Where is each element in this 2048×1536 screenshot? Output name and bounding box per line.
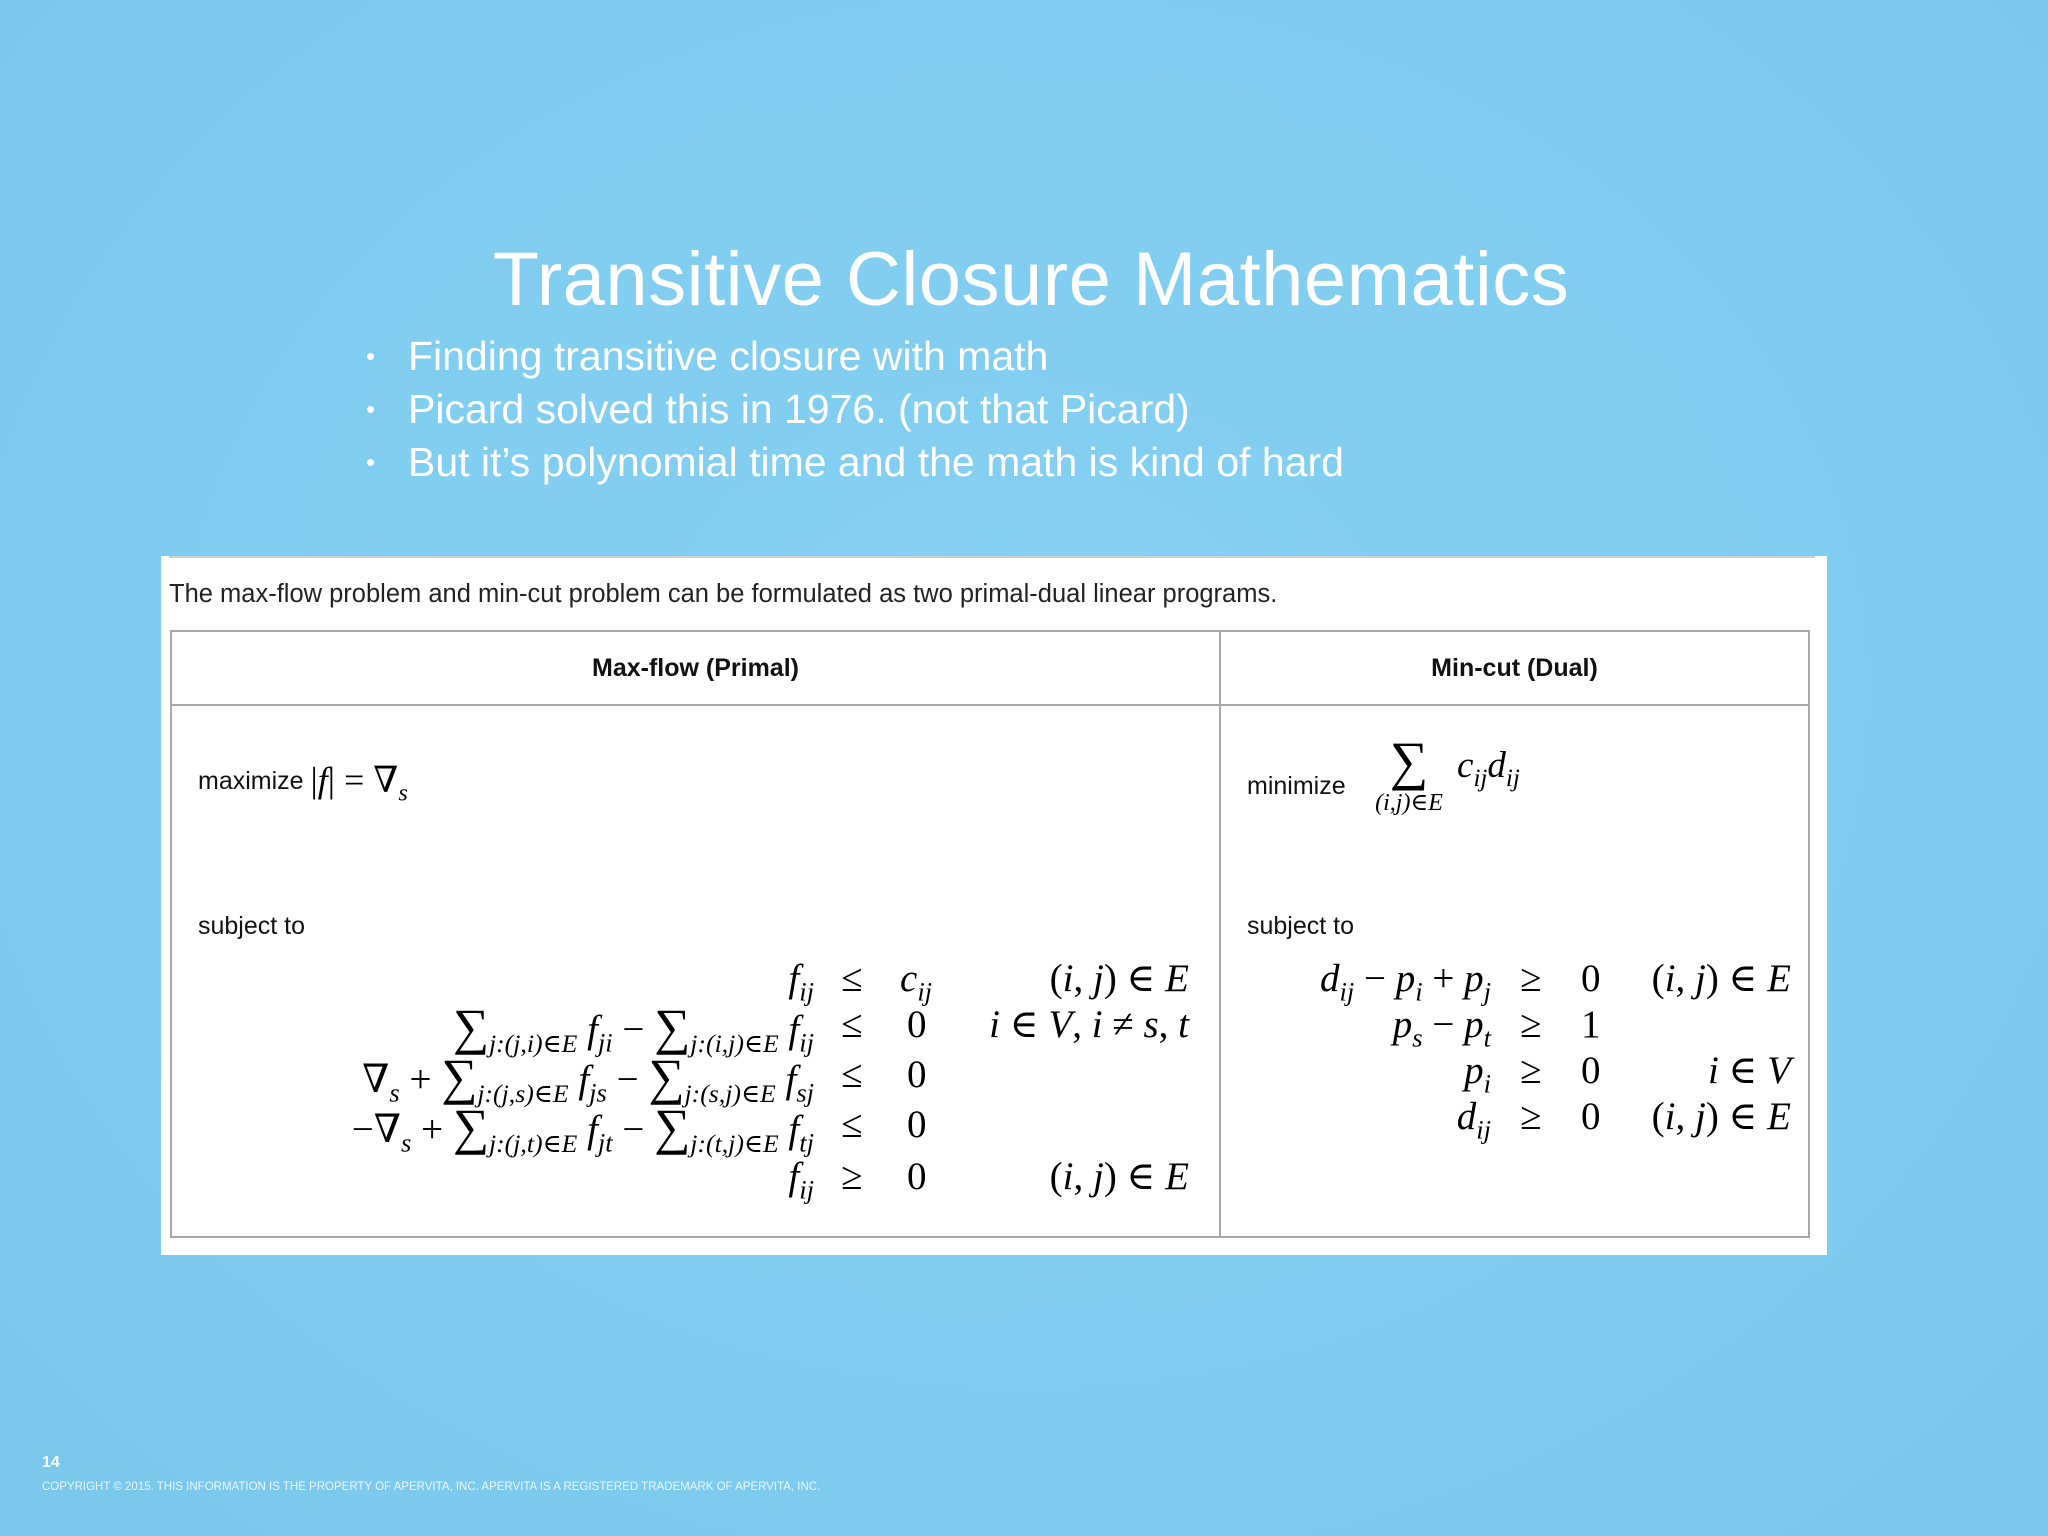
dual-objective-term: $c_{ij}d_{ij}$ (1457, 745, 1520, 792)
bullet-text: But it’s polynomial time and the math is kind of hard (408, 439, 1344, 485)
minimize-label: minimize (1247, 772, 1346, 800)
figure-divider (169, 556, 1815, 558)
dual-cell: minimize ∑ (i,j)∈E $c_{ij}d_{ij}$ subject to $d_{ij} - p_i + p_j$ ≥ 0 (i, j) ∈ E $p_s - p_t$ ≥ 1 $p_i$ ≥ 0 i ∈ V $d_{ij}$ ≥ 0 (i, j) ∈ E (1220, 705, 1809, 1237)
page-number: 14 (42, 1454, 60, 1471)
primal-objective (198, 756, 408, 807)
primal-cell: maximize $|f| = \nabla_s$ subject to $f_{ij}$ ≤ $c_{ij}$ (i, j) ∈ E $\sum_{j:(j,i)\in E}$ $f_{ji} - \sum_{j:(i,j)\in E}$ $f_{ij}$ ≤ 0 i ∈ V, i ≠ s, t $\nabla_s + \sum_{j:(j,s)\in E}$ $f_{js} - \sum_{j:(s,j)\in E}$ $f_{sj}$ ≤ 0 $-\nabla_s + \sum_{j:(j,t)\in E}$ $f_{jt} - \sum_{j:(t,j)\in E}$ $f_{tj}$ ≤ 0 $f_{ij}$ ≥ 0 (i, j) ∈ E (171, 705, 1220, 1237)
dual-objective-sum: ∑ (i,j)∈E (1375, 731, 1443, 816)
table-body-row (171, 705, 1809, 1237)
maximize-label: maximize (198, 767, 304, 795)
bullet-dot-icon: • (366, 447, 376, 477)
primal-header: Max-flow (Primal) (171, 631, 1220, 705)
bullet-text: Finding transitive closure with math (408, 333, 1049, 379)
bullet-item (366, 383, 1344, 436)
table-header-row (171, 631, 1809, 705)
bullet-text: Picard solved this in 1976. (not that Picard) (408, 386, 1190, 432)
primal-dual-table (170, 630, 1810, 1238)
bullet-dot-icon: • (366, 341, 376, 371)
primal-subject-to: subject to (198, 912, 306, 940)
dual-header: Min-cut (Dual) (1220, 631, 1809, 705)
primal-objective-formula: $|f| = \nabla_s$ (310, 760, 408, 807)
figure-caption: The max-flow problem and min-cut problem can be formulated as two primal-dual linear programs. (169, 580, 1278, 608)
bullet-item (366, 330, 1344, 383)
bullet-dot-icon: • (366, 394, 376, 424)
copyright-notice: COPYRIGHT © 2015. THIS INFORMATION IS THE PROPERTY OF APERVITA, INC. APERVITA IS A REGISTERED TRADEMARK OF APERVITA, INC. (42, 1481, 821, 1493)
bullet-item (366, 436, 1344, 489)
dual-subject-to: subject to (1247, 912, 1355, 940)
lp-figure (161, 556, 1827, 1255)
slide-title: Transitive Closure Mathematics (492, 237, 1570, 322)
bullet-list (366, 330, 1344, 489)
